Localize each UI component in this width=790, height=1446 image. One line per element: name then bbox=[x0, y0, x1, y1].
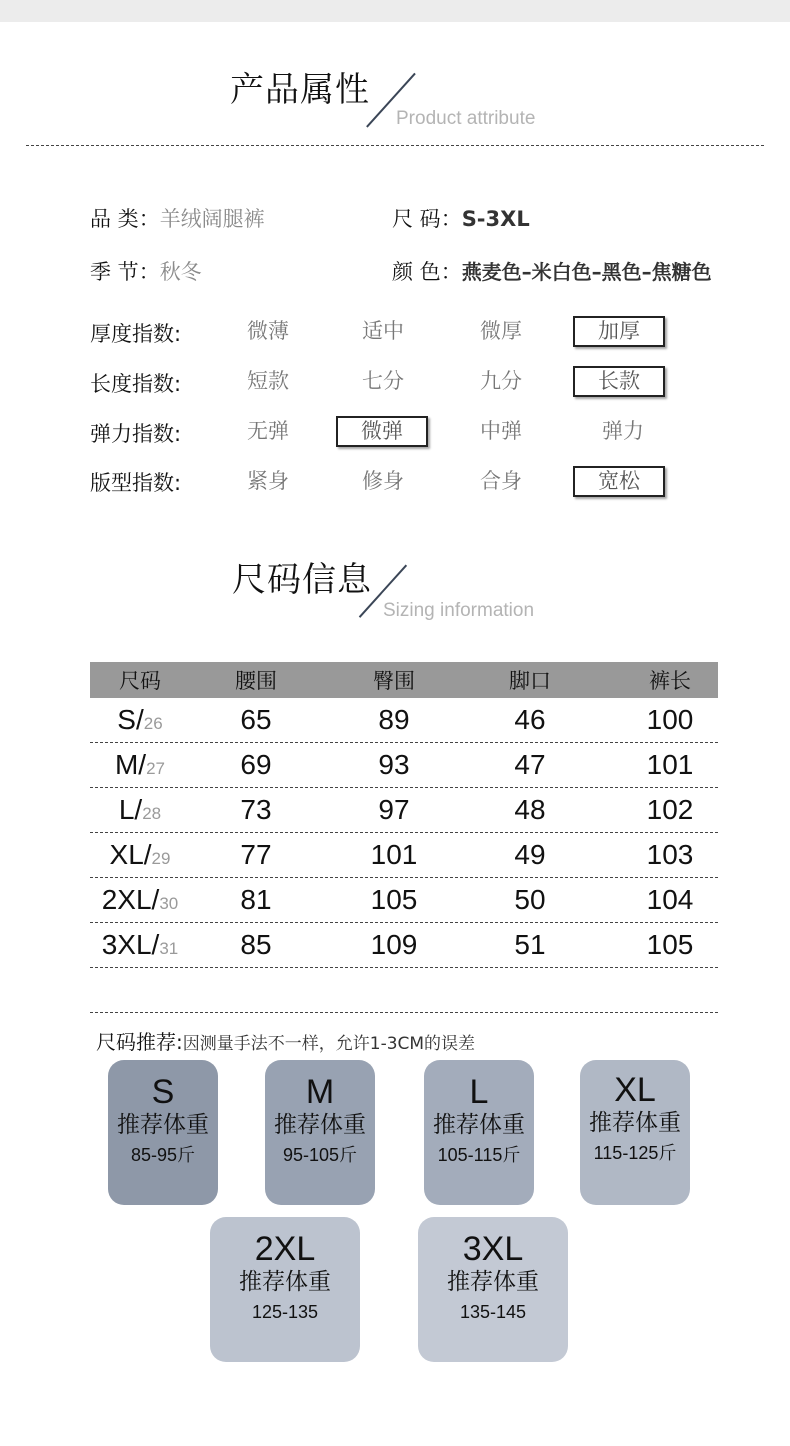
size-section-title: 尺码信息 bbox=[232, 560, 372, 600]
top-bar bbox=[0, 0, 790, 22]
card-range: 95-105斤 bbox=[282, 1145, 358, 1165]
attr-color bbox=[392, 256, 712, 286]
size-label: 2XL/ bbox=[101, 884, 160, 915]
hip-cell: 109 bbox=[370, 929, 418, 960]
card-label: 推荐体重 bbox=[274, 1112, 366, 1138]
attr-section-title: 产品属性 bbox=[230, 70, 370, 110]
size-number: 27 bbox=[146, 759, 166, 778]
length-cell: 101 bbox=[646, 749, 694, 780]
size-card-3xl bbox=[418, 1217, 568, 1362]
attr-season-sep: ： bbox=[138, 260, 160, 284]
size-cell bbox=[119, 788, 161, 836]
attr-size-key: 尺 码 bbox=[392, 207, 441, 231]
size-label: L/ bbox=[118, 794, 143, 825]
hem-cell: 49 bbox=[514, 839, 546, 870]
attr-category bbox=[90, 203, 265, 233]
index-option: 修身 bbox=[362, 469, 404, 493]
card-range: 135-145 bbox=[459, 1302, 527, 1322]
table-header-cell: 臀围 bbox=[373, 669, 415, 693]
length-cell: 103 bbox=[646, 839, 694, 870]
size-cell bbox=[110, 833, 171, 881]
recommend-note: 因测量手法不一样，允许1-3CM的误差 bbox=[182, 1034, 476, 1054]
attr-season bbox=[90, 256, 202, 286]
attr-size-sep: ： bbox=[440, 207, 462, 231]
index-option-selected: 宽松 bbox=[573, 466, 665, 497]
card-label: 推荐体重 bbox=[239, 1269, 331, 1295]
hem-cell: 48 bbox=[514, 794, 546, 825]
size-card-m bbox=[265, 1060, 375, 1205]
length-cell: 104 bbox=[646, 884, 694, 915]
section-divider bbox=[90, 1012, 718, 1013]
size-cell bbox=[102, 878, 179, 926]
size-section-subtitle: Sizing information bbox=[383, 600, 535, 621]
index-label-thickness: 厚度指数: bbox=[90, 322, 182, 346]
card-label: 推荐体重 bbox=[433, 1112, 525, 1138]
size-table bbox=[90, 662, 718, 968]
hip-cell: 89 bbox=[378, 704, 410, 735]
card-range: 85-95斤 bbox=[130, 1145, 196, 1165]
attr-size bbox=[392, 203, 530, 233]
recommend-label: 尺码推荐: bbox=[96, 1030, 183, 1054]
attr-category-sep: ： bbox=[138, 207, 160, 231]
size-card-xl bbox=[580, 1060, 690, 1205]
attr-size-value: S-3XL bbox=[461, 207, 530, 231]
index-option: 七分 bbox=[362, 369, 404, 393]
table-header-cell: 脚口 bbox=[509, 669, 551, 693]
size-card-s bbox=[108, 1060, 218, 1205]
hip-cell: 97 bbox=[378, 794, 410, 825]
attr-category-key: 品 类 bbox=[90, 207, 139, 231]
attr-category-value: 羊绒阔腿裤 bbox=[159, 207, 265, 231]
attr-season-value: 秋冬 bbox=[159, 260, 202, 284]
length-cell: 105 bbox=[646, 929, 694, 960]
hem-cell: 51 bbox=[514, 929, 546, 960]
index-option: 中弹 bbox=[480, 419, 522, 443]
index-option: 微厚 bbox=[480, 319, 522, 343]
hem-cell: 46 bbox=[514, 704, 546, 735]
card-range: 125-135 bbox=[251, 1302, 319, 1322]
index-option: 九分 bbox=[480, 369, 522, 393]
section-divider bbox=[26, 145, 764, 146]
card-label: 推荐体重 bbox=[447, 1269, 539, 1295]
size-card-2xl bbox=[210, 1217, 360, 1362]
table-row bbox=[90, 698, 718, 743]
index-option: 适中 bbox=[362, 319, 404, 343]
waist-cell: 65 bbox=[240, 704, 272, 735]
index-label-length: 长度指数: bbox=[90, 372, 182, 396]
table-row bbox=[90, 788, 718, 833]
size-recommendation bbox=[96, 1026, 475, 1055]
hem-cell: 50 bbox=[514, 884, 546, 915]
index-option: 合身 bbox=[480, 469, 522, 493]
length-cell: 100 bbox=[646, 704, 694, 735]
waist-cell: 81 bbox=[240, 884, 272, 915]
attr-section-subtitle: Product attribute bbox=[396, 108, 536, 129]
card-size: M bbox=[305, 1073, 335, 1111]
table-row bbox=[90, 878, 718, 923]
hip-cell: 93 bbox=[378, 749, 410, 780]
table-header bbox=[90, 662, 718, 698]
index-option: 弹力 bbox=[602, 419, 644, 443]
table-header-cell: 腰围 bbox=[235, 669, 277, 693]
length-cell: 102 bbox=[646, 794, 694, 825]
card-range: 115-125斤 bbox=[593, 1143, 677, 1163]
size-cell bbox=[115, 743, 165, 791]
index-option: 紧身 bbox=[247, 469, 289, 493]
size-number: 28 bbox=[142, 804, 162, 823]
table-row bbox=[90, 743, 718, 788]
hem-cell: 47 bbox=[514, 749, 546, 780]
waist-cell: 73 bbox=[240, 794, 272, 825]
attr-color-sep: ： bbox=[440, 260, 462, 284]
index-option: 微薄 bbox=[247, 319, 289, 343]
card-label: 推荐体重 bbox=[117, 1112, 209, 1138]
card-range: 105-115斤 bbox=[437, 1145, 521, 1165]
card-size: L bbox=[469, 1073, 489, 1111]
attr-color-value: 燕麦色–米白色–黑色–焦糖色 bbox=[461, 260, 712, 284]
hip-cell: 101 bbox=[370, 839, 418, 870]
attr-season-key: 季 节 bbox=[90, 260, 139, 284]
size-label: 3XL/ bbox=[101, 929, 160, 960]
waist-cell: 77 bbox=[240, 839, 272, 870]
card-size: 3XL bbox=[462, 1230, 524, 1268]
table-header-cell: 尺码 bbox=[119, 669, 161, 693]
index-label-elasticity: 弹力指数: bbox=[90, 422, 182, 446]
size-label: M/ bbox=[114, 749, 147, 780]
card-size: 2XL bbox=[254, 1230, 316, 1268]
size-number: 29 bbox=[151, 849, 171, 868]
size-label: XL/ bbox=[109, 839, 152, 870]
size-number: 30 bbox=[159, 894, 179, 913]
index-option: 无弹 bbox=[247, 419, 289, 443]
index-option-selected: 加厚 bbox=[573, 316, 665, 347]
waist-cell: 85 bbox=[240, 929, 272, 960]
card-label: 推荐体重 bbox=[589, 1110, 681, 1136]
size-cell bbox=[117, 698, 162, 746]
table-row bbox=[90, 923, 718, 968]
attr-color-key: 颜 色 bbox=[392, 260, 441, 284]
table-header-cell: 裤长 bbox=[649, 669, 691, 693]
hip-cell: 105 bbox=[370, 884, 418, 915]
table-row bbox=[90, 833, 718, 878]
size-label: S/ bbox=[117, 704, 144, 735]
index-option-selected: 微弹 bbox=[336, 416, 428, 447]
index-option: 短款 bbox=[247, 369, 289, 393]
size-number: 31 bbox=[159, 939, 179, 958]
size-number: 26 bbox=[143, 714, 163, 733]
index-label-fit: 版型指数: bbox=[90, 471, 182, 495]
index-option-selected: 长款 bbox=[573, 366, 665, 397]
waist-cell: 69 bbox=[240, 749, 272, 780]
size-cell bbox=[102, 923, 179, 971]
card-size: S bbox=[151, 1073, 175, 1111]
size-card-l bbox=[424, 1060, 534, 1205]
card-size: XL bbox=[614, 1071, 656, 1109]
